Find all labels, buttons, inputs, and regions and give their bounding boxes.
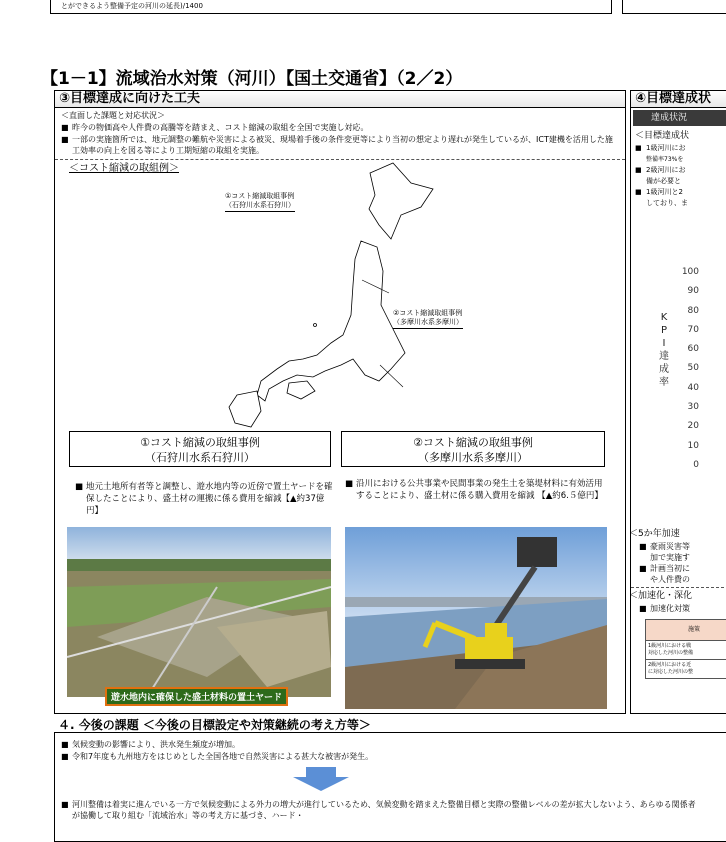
accel-line-2: 加で実施す xyxy=(650,553,690,562)
section4-box xyxy=(630,90,726,714)
deep-heading: ＜加速化・深化 xyxy=(629,591,693,601)
page-title: 【1－1】流域治水対策（河川）【国土交通省】（2／2） xyxy=(41,69,463,89)
section4-bullet-3: ■ 1級河川と2 xyxy=(635,188,683,196)
mini-table xyxy=(645,619,726,679)
section4-heading: ④目標達成状 xyxy=(631,91,726,108)
top-fragment-box xyxy=(50,0,612,14)
down-arrow-icon xyxy=(291,767,351,791)
section4-divider xyxy=(631,587,726,588)
future-bullet-2: ■ 令和7年度も九州地方をはじめとした全国各地で自然災害による甚大な被害が発生。 xyxy=(61,752,374,761)
section4-sub: ＜目標達成状 xyxy=(635,131,690,141)
section4-tab: 達成状況 xyxy=(633,110,726,126)
section3-subheading: ＜直面した課題と対応状況＞ xyxy=(61,111,165,120)
map-label-1: ①コスト縮減取組事例 （石狩川水系石狩川） xyxy=(225,192,295,212)
section4-bullet-1: ■ 1級河川にお xyxy=(635,144,686,152)
table-row: 2級河川における近 に対応した河川の整 xyxy=(648,662,694,675)
deep-bullet: ■ 加速化対策 xyxy=(639,604,690,613)
section4-bullet-2: ■ 2級河川にお xyxy=(635,166,686,174)
table-header: 施策 xyxy=(646,620,726,641)
future-heading: ４. 今後の課題 ＜今後の目標設定や対策継続の考え方等＞ xyxy=(58,718,371,732)
case2-text: ■ 沿川における公共事業や民間事業の発生土を築堤材料に有効活用することにより、盛土材に係る購入費用を縮減 【▲約6.５億円】 xyxy=(345,479,603,501)
case2-title-box: ②コスト縮減の取組事例 （多摩川水系多摩川） xyxy=(341,431,605,467)
section3-box xyxy=(54,90,626,714)
top-fragment-text: とができるよう整備予定の河川の延長)/1400 xyxy=(61,2,203,10)
photo-excavator xyxy=(345,527,607,709)
table-row: 1級河川における戦 対応した河川の整備 xyxy=(646,641,726,660)
accel-bullet-1: ■ 豪雨災害等 xyxy=(639,542,690,551)
top-fragment-box-right xyxy=(622,0,726,14)
section4-bullet-3-cont: しており、ま xyxy=(646,199,688,207)
map-label-2: ②コスト縮減取組事例 （多摩川水系多摩川） xyxy=(393,309,463,329)
case1-text: ■ 地元土地所有者等と調整し、遊水地内等の近傍で置土ヤードを確保したことにより、盛土材の運搬に係る費用を縮減【▲約37億円】 xyxy=(75,482,333,516)
section3-bullet-2: ■ 一部の実施箇所では、地元調整の難航や災害による被災、現場着手後の条件変更等により当初の想定より遅れが発生しているが、ICT建機を活用した施工効率の向上を図る等により工期短縮の取組を実施。 xyxy=(61,135,613,155)
kpi-label: K P I 達 成 率 xyxy=(659,312,669,388)
accel-line-4: や人件費の xyxy=(650,575,690,584)
future-box xyxy=(54,732,726,842)
cost-heading: ＜コスト縮減の取組例＞ xyxy=(69,163,179,174)
future-bullet-1: ■ 気候変動の影響により、洪水発生頻度が増加。 xyxy=(61,740,240,749)
section3-bullet-1: ■ 昨今の物価高や人件費の高騰等を踏まえ、コスト縮減の取組を全国で実施し対応。 xyxy=(61,123,369,132)
kpi-ticks: 100 90 80 70 60 50 40 30 20 10 0 xyxy=(681,267,699,470)
photo-caption: 遊水地内に確保した盛土材料の置土ヤード xyxy=(105,687,288,706)
accel-heading: ＜5か年加速 xyxy=(629,529,680,539)
section4-bullet-2-cont: 備が必要と xyxy=(646,177,681,185)
section3-heading: ③目標達成に向けた工夫 xyxy=(55,91,625,108)
section4-bullet-1-cont: 整備率73%を xyxy=(646,156,684,163)
case1-title-box: ①コスト縮減の取組事例 （石狩川水系石狩川） xyxy=(69,431,331,467)
accel-bullet-2: ■ 計画当初に xyxy=(639,564,690,573)
future-bullet-3: ■ 河川整備は着実に進んでいる一方で気候変動による外力の増大が進行しているため、気候変動を踏まえた整備目標と実際の整備レベルの差が拡大しないよう、あらゆる関係者が協働して取り組む「流域治水」等の考え方に基づき、ハード・ xyxy=(61,800,696,820)
photo-storage-yard xyxy=(67,527,331,697)
